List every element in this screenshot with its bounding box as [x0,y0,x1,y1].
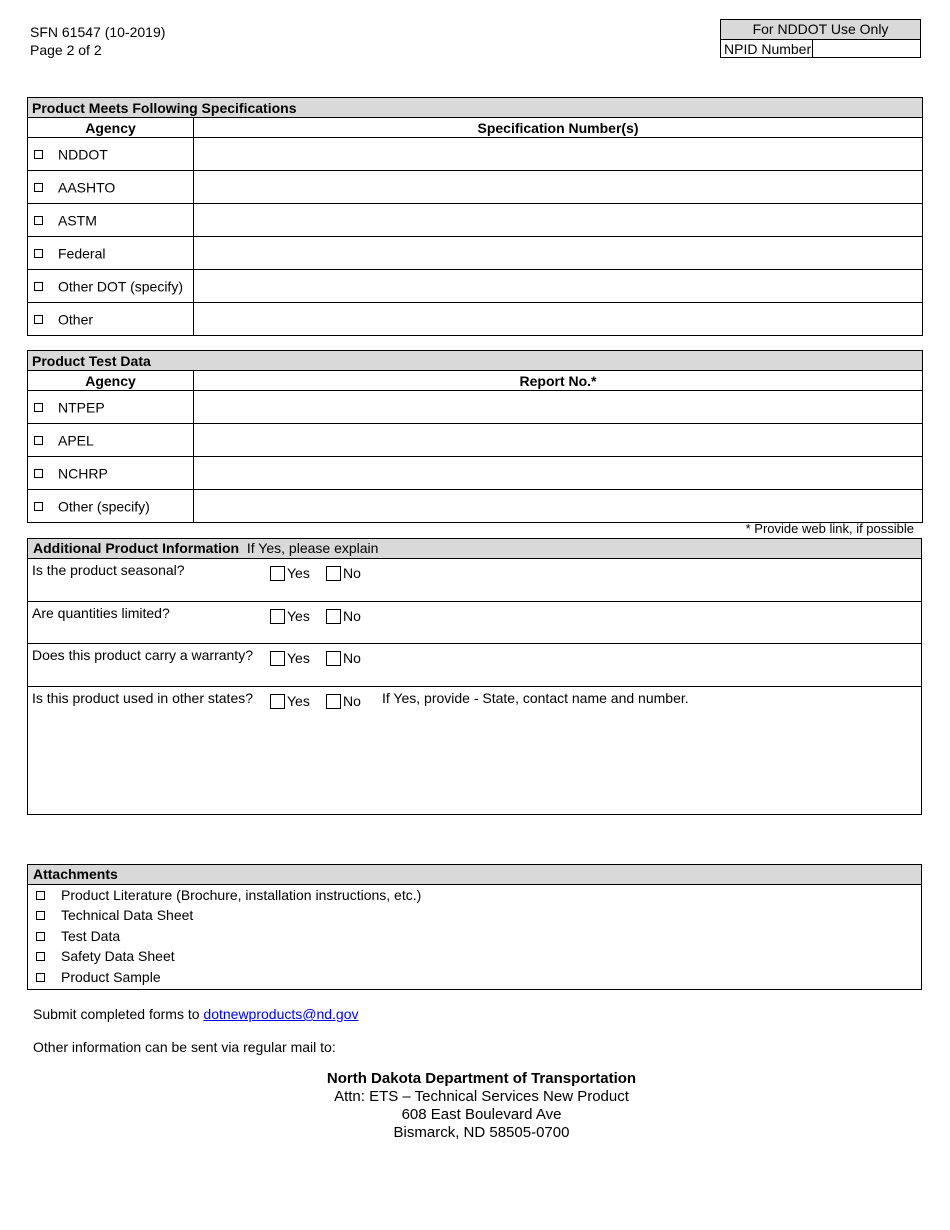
agency-label: NTPEP [58,399,105,416]
agency-label: AASHTO [58,179,116,196]
no-checkbox[interactable] [326,651,341,666]
yes-label: Yes [287,565,310,581]
col-spec-numbers: Specification Number(s) [194,118,923,138]
no-checkbox[interactable] [326,694,341,709]
test-row-other [28,490,194,523]
test-row-nchrp [28,457,194,490]
yes-checkbox[interactable] [270,694,285,709]
report-number-field[interactable] [194,391,923,424]
submit-instructions [33,1006,359,1022]
yes-label: Yes [287,608,310,624]
checkbox[interactable] [36,911,45,920]
agency-label: Other (specify) [58,498,150,515]
attachments-title: Attachments [28,865,921,885]
mailing-address [0,1070,950,1142]
no-option[interactable] [326,565,361,581]
checkbox[interactable] [34,502,43,511]
yes-option[interactable] [270,650,310,666]
checkbox[interactable] [34,183,43,192]
submit-text: Submit completed forms to [33,1006,200,1022]
attachment-item [36,928,120,944]
test-data-title: Product Test Data [28,351,923,371]
email-link[interactable]: dotnewproducts@nd.gov [203,1006,359,1022]
attention-line: Attn: ETS – Technical Services New Product [334,1088,629,1105]
spec-row-aashto [28,171,194,204]
page-number: Page 2 of 2 [30,42,102,58]
city-state-zip: Bismarck, ND 58505-0700 [393,1124,570,1141]
additional-info-section [27,538,922,815]
report-number-field[interactable] [194,490,923,523]
organization-name: North Dakota Department of Transportation [326,1070,637,1087]
spec-number-field[interactable] [194,270,923,303]
test-data-table [27,350,923,523]
checkbox[interactable] [34,469,43,478]
yes-checkbox[interactable] [270,651,285,666]
no-option[interactable] [326,693,361,709]
checkbox[interactable] [34,249,43,258]
no-option[interactable] [326,608,361,624]
spec-row-federal [28,237,194,270]
npid-number-field[interactable] [813,40,920,58]
question-warranty [28,644,921,687]
yes-checkbox[interactable] [270,566,285,581]
section-subtitle: If Yes, please explain [246,540,379,556]
no-checkbox[interactable] [326,566,341,581]
yes-option[interactable] [270,693,310,709]
checkbox[interactable] [36,952,45,961]
report-number-field[interactable] [194,424,923,457]
checkbox[interactable] [36,891,45,900]
attachment-label: Technical Data Sheet [61,907,194,923]
form-header [30,23,165,59]
yes-checkbox[interactable] [270,609,285,624]
no-label: No [343,650,361,666]
specifications-title: Product Meets Following Specifications [28,98,923,118]
spec-number-field[interactable] [194,204,923,237]
question-text: Is the product seasonal? [32,562,185,578]
specifications-table [27,97,923,336]
question-other-states [28,687,921,814]
attachment-item [36,948,175,964]
agency-label: Federal [58,245,106,262]
test-row-apel [28,424,194,457]
no-label: No [343,608,361,624]
question-text: Is this product used in other states? [32,690,254,706]
spec-number-field[interactable] [194,237,923,270]
other-states-note: If Yes, provide - State, contact name and number. [382,690,689,706]
attachment-label: Product Sample [61,969,161,985]
checkbox[interactable] [34,315,43,324]
street-address: 608 East Boulevard Ave [401,1106,562,1123]
question-quantities [28,602,921,644]
agency-label: NDDOT [58,146,108,163]
form-number: SFN 61547 (10-2019) [30,24,166,40]
attachments-section [27,864,922,990]
attachment-label: Test Data [61,928,121,944]
col-agency: Agency [28,118,194,138]
agency-label: Other [58,311,94,328]
no-option[interactable] [326,650,361,666]
attachment-item [36,969,161,985]
spec-row-other-dot [28,270,194,303]
no-label: No [343,693,361,709]
yes-label: Yes [287,650,310,666]
yes-option[interactable] [270,565,310,581]
use-only-title: For NDDOT Use Only [721,20,920,40]
question-seasonal [28,559,921,602]
spec-number-field[interactable] [194,138,923,171]
agency-label: NCHRP [58,465,108,482]
spec-row-nddot [28,138,194,171]
col-agency: Agency [28,371,194,391]
attachment-label: Safety Data Sheet [61,948,175,964]
checkbox[interactable] [34,436,43,445]
nddot-use-only-box [720,19,921,58]
checkbox[interactable] [36,973,45,982]
checkbox[interactable] [34,216,43,225]
section-title: Additional Product Information [33,540,240,556]
spec-row-other [28,303,194,336]
checkbox[interactable] [34,150,43,159]
mail-instructions: Other information can be sent via regular mail to: [33,1039,336,1055]
attachment-label: Product Literature (Brochure, installation instructions, etc.) [61,887,422,903]
spec-number-field[interactable] [194,303,923,336]
no-checkbox[interactable] [326,609,341,624]
checkbox[interactable] [36,932,45,941]
agency-label: ASTM [58,212,97,229]
checkbox[interactable] [34,403,43,412]
spec-row-astm [28,204,194,237]
no-label: No [343,565,361,581]
checkbox[interactable] [34,282,43,291]
question-text: Does this product carry a warranty? [32,647,253,663]
npid-label: NPID Number [721,40,813,58]
additional-info-title [28,539,921,559]
report-number-field[interactable] [194,457,923,490]
attachment-item [36,907,193,923]
col-report-no: Report No.* [194,371,923,391]
attachment-item [36,887,421,903]
yes-option[interactable] [270,608,310,624]
agency-label: APEL [58,432,94,449]
question-text: Are quantities limited? [32,605,170,621]
yes-label: Yes [287,693,310,709]
spec-number-field[interactable] [194,171,923,204]
test-row-ntpep [28,391,194,424]
agency-label: Other DOT (specify) [58,278,183,295]
web-link-note: * Provide web link, if possible [745,521,914,536]
